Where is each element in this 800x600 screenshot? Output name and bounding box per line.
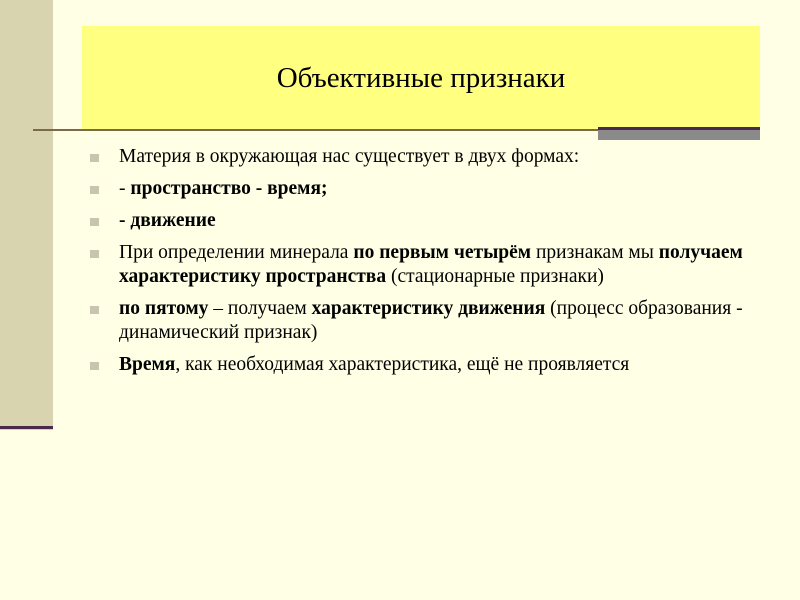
title-underline bbox=[33, 129, 598, 131]
side-decoration-line bbox=[0, 426, 53, 429]
square-bullet-icon bbox=[90, 362, 99, 370]
bullet-list bbox=[90, 145, 760, 385]
square-bullet-icon bbox=[90, 186, 99, 194]
title-box bbox=[82, 26, 760, 130]
bullet-text-segment: характеристику движения bbox=[311, 298, 546, 319]
side-decoration-bar bbox=[0, 0, 53, 430]
bullet-text-segment: , как необходимая характеристика, ещё не проявляется bbox=[175, 354, 630, 375]
bullet-item bbox=[90, 145, 760, 169]
bullet-item bbox=[90, 297, 760, 345]
bullet-text-segment: – получаем bbox=[208, 298, 312, 319]
bullet-text-segment: Материя в окружающая нас существует в двух формах: bbox=[119, 146, 580, 167]
bullet-text-segment: (процесс образования - динамический признак) bbox=[119, 298, 743, 343]
bullet-item bbox=[90, 241, 760, 289]
bullet-text-segment: - движение bbox=[119, 210, 216, 231]
bullet-text-segment: по пятому bbox=[119, 298, 209, 319]
title-accent-line bbox=[598, 127, 760, 130]
bullet-text-segment: по первым четырём bbox=[353, 242, 532, 263]
bullet-text-segment: При определении минерала bbox=[119, 242, 354, 263]
square-bullet-icon bbox=[90, 250, 99, 258]
bullet-text-segment: получаем характеристику пространства bbox=[119, 242, 743, 287]
square-bullet-icon bbox=[90, 218, 99, 226]
bullet-text-segment: - bbox=[119, 178, 131, 199]
bullet-text-segment: Время bbox=[119, 354, 176, 375]
slide-title: Объективные признаки bbox=[276, 61, 566, 94]
square-bullet-icon bbox=[90, 154, 99, 162]
bullet-item bbox=[90, 177, 760, 201]
bullet-text-segment: пространство - время; bbox=[130, 178, 328, 199]
bullet-text-segment: признакам мы bbox=[531, 242, 659, 263]
square-bullet-icon bbox=[90, 306, 99, 314]
bullet-text-segment: (стационарные признаки) bbox=[386, 266, 604, 287]
bullet-item bbox=[90, 209, 760, 233]
bullet-item bbox=[90, 353, 760, 377]
